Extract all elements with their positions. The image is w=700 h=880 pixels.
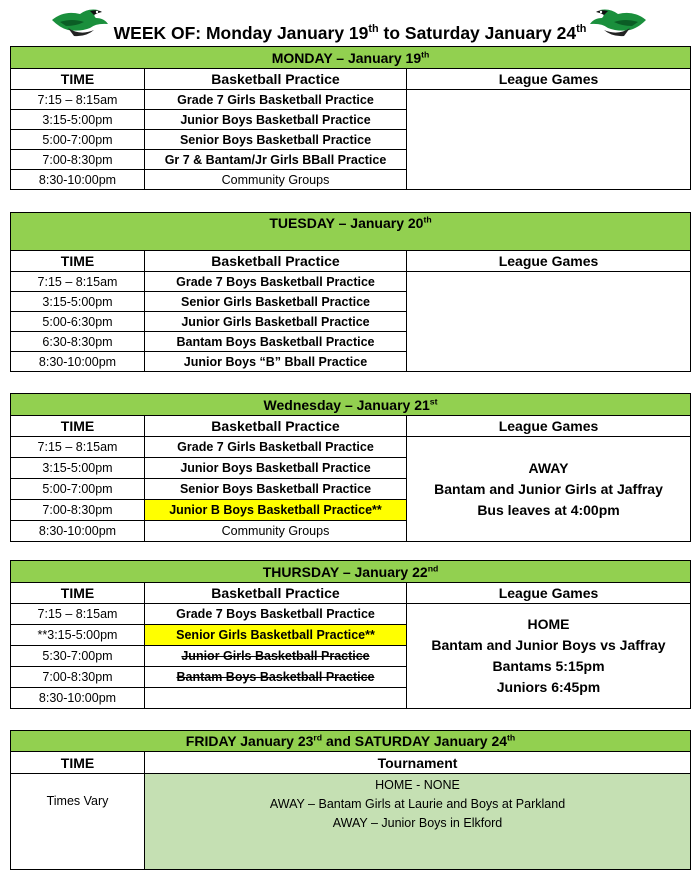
practice-cell: Grade 7 Girls Basketball Practice xyxy=(145,437,407,458)
time-cell: 5:00-7:00pm xyxy=(11,479,145,500)
day-sup: th xyxy=(423,214,432,225)
day-label: and SATURDAY January 24 xyxy=(322,733,508,749)
time-cell: 7:15 – 8:15am xyxy=(11,437,145,458)
col-time: TIME xyxy=(11,752,145,774)
league-detail: Juniors 6:45pm xyxy=(496,679,601,695)
wednesday-day-header xyxy=(11,394,691,416)
practice-cell: Community Groups xyxy=(145,521,407,542)
tournament-line: AWAY – Bantam Girls at Laurie and Boys at Parkland xyxy=(269,797,566,811)
tournament-line: HOME - NONE xyxy=(375,778,460,792)
day-sup: rd xyxy=(313,732,323,743)
league-cell xyxy=(407,604,691,709)
col-time: TIME xyxy=(11,69,145,90)
time-cell: 5:30-7:00pm xyxy=(11,646,145,667)
time-cell: 7:15 – 8:15am xyxy=(11,604,145,625)
time-cell: **3:15-5:00pm xyxy=(11,625,145,646)
col-tournament: Tournament xyxy=(145,752,691,774)
league-status: HOME xyxy=(527,616,570,632)
practice-cell-highlighted: Junior B Boys Basketball Practice** xyxy=(145,500,407,521)
day-label: TUESDAY – January 20 xyxy=(269,215,424,231)
practice-cell: Junior Boys Basketball Practice xyxy=(145,110,407,130)
practice-cell: Junior Boys Basketball Practice xyxy=(145,458,407,479)
time-cell: 7:00-8:30pm xyxy=(11,500,145,521)
time-cell: 8:30-10:00pm xyxy=(11,170,145,190)
league-matchup: Bantam and Junior Boys vs Jaffray xyxy=(431,637,666,653)
time-cell: 7:15 – 8:15am xyxy=(11,272,145,292)
time-cell: 3:15-5:00pm xyxy=(11,292,145,312)
practice-cell: Grade 7 Girls Basketball Practice xyxy=(145,90,407,110)
league-status: AWAY xyxy=(528,459,569,476)
day-sup: th xyxy=(507,732,516,743)
practice-cell: Grade 7 Boys Basketball Practice xyxy=(145,272,407,292)
day-sup: st xyxy=(429,395,438,406)
practice-cell: Senior Boys Basketball Practice xyxy=(145,130,407,150)
time-cell: 6:30-8:30pm xyxy=(11,332,145,352)
practice-cell: Gr 7 & Bantam/Jr Girls BBall Practice xyxy=(145,150,407,170)
time-cell: 7:00-8:30pm xyxy=(11,667,145,688)
practice-cell: Grade 7 Boys Basketball Practice xyxy=(145,604,407,625)
col-time: TIME xyxy=(11,416,145,437)
league-cell xyxy=(407,272,691,372)
day-label: THURSDAY – January 22 xyxy=(262,563,428,580)
tournament-line: AWAY – Junior Boys in Elkford xyxy=(332,816,503,830)
practice-cell xyxy=(145,688,407,709)
col-league: League Games xyxy=(407,251,691,272)
title-text-a: WEEK OF: Monday January 19 xyxy=(113,23,369,43)
col-practice: Basketball Practice xyxy=(145,251,407,272)
monday-table xyxy=(10,46,691,190)
day-sup: nd xyxy=(427,562,439,573)
day-sup: th xyxy=(421,48,430,59)
time-cell: 7:00-8:30pm xyxy=(11,150,145,170)
time-cell: 3:15-5:00pm xyxy=(11,110,145,130)
day-label: Wednesday – January 21 xyxy=(263,396,430,413)
practice-cell: Senior Girls Basketball Practice xyxy=(145,292,407,312)
practice-cell-cancelled: Bantam Boys Basketball Practice xyxy=(145,667,407,688)
col-time: TIME xyxy=(11,251,145,272)
time-cell: 8:30-10:00pm xyxy=(11,688,145,709)
time-cell: 7:15 – 8:15am xyxy=(11,90,145,110)
tuesday-table xyxy=(10,212,691,372)
time-cell: 8:30-10:00pm xyxy=(11,352,145,372)
page-header xyxy=(0,0,700,44)
league-cell xyxy=(407,437,691,542)
league-detail: Bus leaves at 4:00pm xyxy=(477,501,620,518)
title-text-b: to Saturday January 24 xyxy=(378,23,577,43)
eagle-logo-right xyxy=(588,6,648,40)
league-detail: Bantams 5:15pm xyxy=(492,658,605,674)
time-cell: Times Vary xyxy=(11,774,145,870)
col-practice: Basketball Practice xyxy=(145,583,407,604)
wednesday-table xyxy=(10,393,691,542)
title-sup-a: th xyxy=(368,23,379,36)
weekend-table xyxy=(10,730,691,870)
col-practice: Basketball Practice xyxy=(145,416,407,437)
practice-cell-highlighted: Senior Girls Basketball Practice** xyxy=(145,625,407,646)
day-label: MONDAY – January 19 xyxy=(271,49,422,66)
tuesday-day-header xyxy=(11,213,691,251)
time-cell: 3:15-5:00pm xyxy=(11,458,145,479)
col-league: League Games xyxy=(407,416,691,437)
col-league: League Games xyxy=(407,69,691,90)
thursday-table xyxy=(10,560,691,709)
col-league: League Games xyxy=(407,583,691,604)
league-cell xyxy=(407,90,691,190)
thursday-day-header xyxy=(11,561,691,583)
time-cell: 5:00-7:00pm xyxy=(11,130,145,150)
weekend-day-header xyxy=(11,731,691,752)
practice-cell: Junior Girls Basketball Practice xyxy=(145,312,407,332)
practice-cell: Junior Boys “B” Bball Practice xyxy=(145,352,407,372)
col-practice: Basketball Practice xyxy=(145,69,407,90)
practice-cell: Bantam Boys Basketball Practice xyxy=(145,332,407,352)
tournament-cell xyxy=(145,774,691,870)
monday-day-header xyxy=(11,47,691,69)
day-label: FRIDAY January 23 xyxy=(185,733,314,749)
title-sup-b: th xyxy=(576,23,587,36)
time-cell: 8:30-10:00pm xyxy=(11,521,145,542)
practice-cell: Community Groups xyxy=(145,170,407,190)
time-cell: 5:00-6:30pm xyxy=(11,312,145,332)
practice-cell: Senior Boys Basketball Practice xyxy=(145,479,407,500)
practice-cell-cancelled: Junior Girls Basketball Practice xyxy=(145,646,407,667)
league-matchup: Bantam and Junior Girls at Jaffray xyxy=(434,480,663,497)
col-time: TIME xyxy=(11,583,145,604)
